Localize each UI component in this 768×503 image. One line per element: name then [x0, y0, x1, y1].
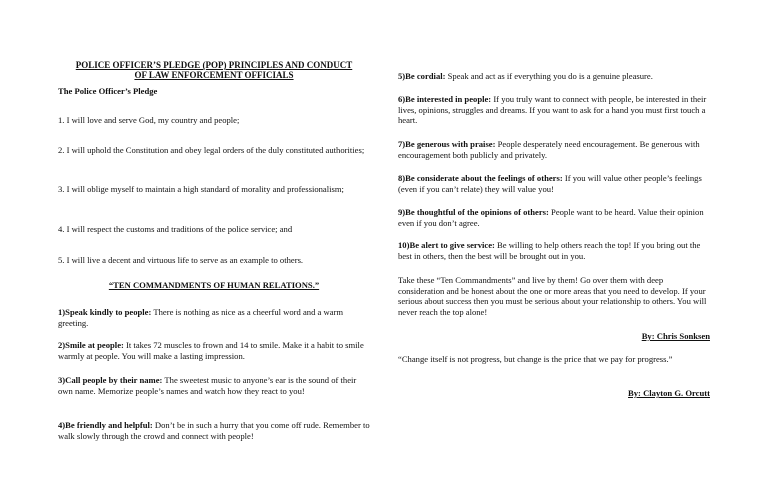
commandment-lead: 9)Be thoughtful of the opinions of others: [398, 207, 549, 217]
document-title [58, 60, 370, 80]
commandment-lead: 2)Smile at people: [58, 340, 124, 350]
pledge-item-4: 4. I will respect the customs and traditions of the police service; and [58, 224, 293, 234]
commandment-text: Be willing to help others reach the top! If you bring out the best in others, then the best will be brought out in you. [398, 240, 701, 261]
commandment-lead: 3)Call people by their name: [58, 375, 163, 385]
commandment-text: Speak and act as if everything you do is a genuine pleasure. [445, 71, 653, 81]
commandment-lead: 1)Speak kindly to people: [58, 307, 152, 317]
commandment-lead: 4)Be friendly and helpful: [58, 420, 153, 430]
commandment-lead: 10)Be alert to give service: [398, 240, 495, 250]
commandment-5 [398, 71, 710, 82]
commandment-10 [398, 240, 710, 261]
commandment-lead: 8)Be considerate about the feelings of others: [398, 173, 563, 183]
pledge-heading: The Police Officer’s Pledge [58, 86, 158, 96]
commandment-lead: 7)Be generous with praise: [398, 139, 496, 149]
title-line-2: OF LAW ENFORCEMENT OFFICIALS [134, 70, 294, 80]
commandments-heading: “TEN COMMANDMENTS OF HUMAN RELATIONS.” [108, 280, 320, 290]
pledge-item-1: 1. I will love and serve God, my country and people; [58, 115, 240, 125]
commandment-1 [58, 307, 370, 328]
quote: “Change itself is not progress, but change is the price that we pay for progress.” [398, 354, 673, 364]
commandment-text: People desperately need encouragement. Be generous with encouragement both publicly and privately. [398, 139, 700, 160]
title-line-1: POLICE OFFICER’S PLEDGE (POP) PRINCIPLES AND CONDUCT [75, 60, 353, 70]
byline-sonksen: By: Chris Sonksen [641, 331, 710, 341]
commandment-7 [398, 139, 710, 160]
commandment-2 [58, 340, 370, 361]
commandment-text: The sweetest music to anyone’s ear is the sound of their own name. Memorize people’s names and watch how they react to you! [58, 375, 357, 396]
commandment-9 [398, 207, 710, 228]
commandment-text: If you will value other people’s feelings (even if you can’t relate) they will value you! [398, 173, 702, 194]
commandment-8 [398, 173, 710, 194]
pledge-item-2: 2. I will uphold the Constitution and obey legal orders of the duly constituted authorities; [58, 145, 365, 155]
commandment-4 [58, 420, 370, 441]
byline-orcutt: By: Clayton G. Orcutt [628, 388, 710, 398]
closing-paragraph: Take these “Ten Commandments” and live by them! Go over them with deep consideration and be honest about the one or more areas that you need to develop. If your serious about success then you must be serious about your relationship to others. You will never reach the top alone! [398, 275, 707, 317]
commandment-text: If you truly want to connect with people, be interested in their lives, opinions, struggles and dreams. If you want to ask for a hand you must first touch a heart. [398, 94, 707, 126]
pledge-item-5: 5. I will live a decent and virtuous life to serve as an example to others. [58, 255, 304, 265]
commandment-3 [58, 375, 370, 396]
commandment-6 [398, 94, 710, 126]
pledge-item-3: 3. I will oblige myself to maintain a high standard of morality and professionalism; [58, 184, 344, 194]
commandment-text: People want to be heard. Value their opinion even if you don’t agree. [398, 207, 704, 228]
commandment-text: It takes 72 muscles to frown and 14 to smile. Make it a habit to smile warmly at people. You will make a lasting impression. [58, 340, 364, 361]
commandment-lead: 6)Be interested in people: [398, 94, 492, 104]
commandment-text: Don’t be in such a hurry that you come off rude. Remember to walk slowly through the crowd and connect with people! [58, 420, 370, 441]
commandment-lead: 5)Be cordial: [398, 71, 446, 81]
commandment-text: There is nothing as nice as a cheerful word and a warm greeting. [58, 307, 344, 328]
